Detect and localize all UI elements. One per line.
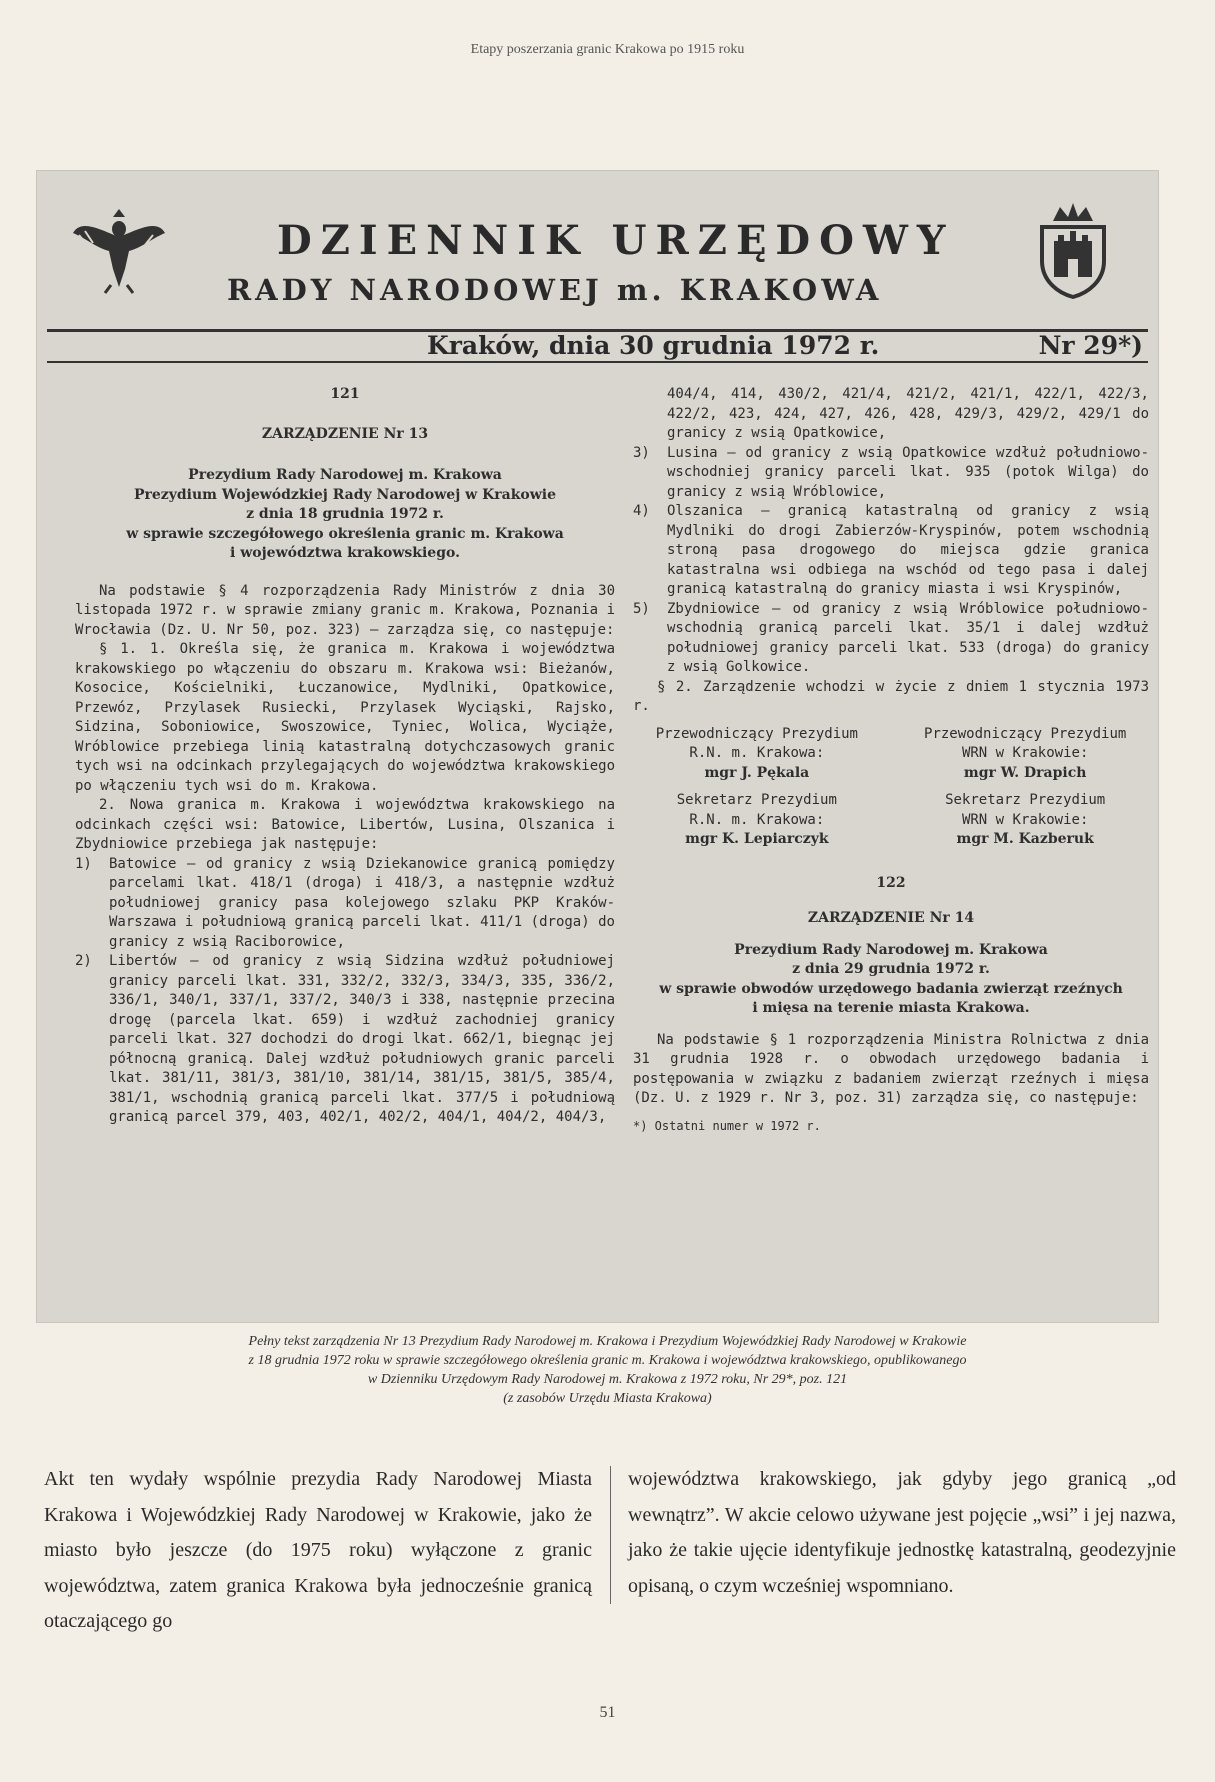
boundary-item: 4) Olszanica — granicą katastralną od granicy z wsią Mydlniki do drogi Zabierzów-Kryspinów, potem wschodnią stroną pasa drogowego do miejsca gdzie granica katastralna wsi odbiega na wschód od tego pasa i dalej granicą katastralną do granicy miasta i wsi Kryspinów, [633, 503, 1149, 597]
preamble: Na podstawie § 1 rozporządzenia Ministra Rolnictwa z dnia 31 grudnia 1928 r. o obwodach urzędowego badania i postępowania w związku z badaniem zwierząt rzeźnych i mięsa (Dz. U. z 1929 r. Nr 3, poz. 31) zarządza się, co następuje: [633, 1031, 1149, 1106]
ordinance-heading: ZARZĄDZENIE Nr 14 [807, 910, 975, 926]
issuer-line: z dnia 18 grudnia 1972 r. [246, 506, 444, 522]
caption-line: Pełny tekst zarządzenia Nr 13 Prezydium Rady Narodowej m. Krakowa i Prezydium Wojewódzkiej Rady Narodowej w Krakowie [248, 1334, 967, 1349]
footnote: *) Ostatni numer w 1972 r. [633, 1118, 821, 1133]
signatures-row [633, 791, 1149, 850]
boundary-item: 1) Batowice — od granicy z wsią Dziekanowice granicą pomiędzy parcelami lkat. 418/1 (droga) i 418/3, a następnie wzdłuż południowej granicy pasa kolejowego szlaku PKP Kraków-Warszawa i południową granicą parceli lkat. 411/1 (droga) do granicy z wsią Raciborowice, [75, 855, 615, 950]
boundary-item: 2) Libertów — od granicy z wsią Sidzina wzdłuż południowej granicy parceli lkat. 331, 332/2, 332/3, 334/3, 335, 336/2, 336/1, 340/1, 337/1, 337/2, 340/3 i 338, następnie przecina drogę (parcela lkat. 659) i wzdłuż zachodniej granicy parceli lkat. 327 dochodzi do drogi lkat. 662/1, biegnąc jej północną granicą. Dalej wzdłuż południowych granic parceli lkat. 381/11, 381/3, 381/10, 381/14, 381/15, 381/5, 385/4, 381/1, wschodnią granicą parceli lkat. 377/5 i południową granicą parcel 379, 403, 402/1, 402/2, 404/1, 404/2, 404/3, [75, 953, 615, 1125]
issuer-line: w sprawie obwodów urzędowego badania zwierząt rzeźnych [659, 980, 1123, 997]
ordinance-number: 122 [876, 874, 906, 891]
issue-rule [47, 361, 1148, 363]
preamble: Na podstawie § 4 rozporządzenia Rady Ministrów z dnia 30 listopada 1972 r. w sprawie zmiany granic m. Krakowa, Poznania i Wrocławia (Dz. U. Nr 50, poz. 323) — zarządza się, co następuje: [75, 582, 615, 638]
krakow-coat-of-arms-icon [1028, 199, 1118, 299]
signature-block: Przewodniczący Prezydium WRN w Krakowie: mgr W. Drapich [924, 725, 1127, 781]
ordinance-number: 121 [330, 386, 360, 402]
polish-eagle-emblem-icon [69, 199, 169, 299]
continuation: 404/4, 414, 430/2, 421/4, 421/2, 421/1, 422/1, 422/3, 422/2, 423, 424, 427, 426, 428, 429/3, 429/2, 429/1 do granicy z wsią Opatkowice, [667, 386, 1149, 441]
issuer-line: i województwa krakowskiego. [230, 545, 460, 561]
column-divider [610, 1466, 611, 1604]
paragraph-1: § 1. 1. Określa się, że granica m. Krakowa i województwa krakowskiego po włączeniu do obszaru m. Krakowa wsi: Bieżanów, Kosocice, Kościelniki, Łuczanowice, Mydlniki, Opatkowice, Przewóz, Przylasek Rusiecki, Przylasek Wyciąski, Rajsko, Sidzina, Soboniowice, Swoszowice, Tyniec, Wolica, Wyciąże, Wróblowice przebiega linią katastralną dotychczasowych granic tych wsi na odcinkach przylegających do województwa krakowskiego po włączeniu tych wsi do m. Krakowa. [75, 641, 615, 794]
masthead [37, 189, 1158, 309]
body-text-right: województwa krakowskiego, jak gdyby jego granicą „od wewnątrz”. W akcie celowo używane jest pojęcie „wsi” i jej nazwa, jako że takie ujęcie identyfikuje jednostkę katastralną, geodezyjnie opisaną, o czym wcześniej wspomniano. [628, 1468, 1176, 1597]
issue-date: Kraków, dnia 30 grudnia 1972 r. [427, 331, 880, 360]
issuer-line: Prezydium Wojewódzkiej Rady Narodowej w Krakowie [133, 486, 557, 503]
caption-line: z 18 grudnia 1972 roku w sprawie szczegółowego określenia granic m. Krakowa i województwa krakowskiego, opublikowanego [248, 1353, 967, 1368]
caption-line: (z zasobów Urzędu Miasta Krakowa) [503, 1391, 712, 1406]
running-head: Etapy poszerzania granic Krakowa po 1915 roku [470, 42, 745, 57]
paragraph-2: 2. Nowa granica m. Krakowa i województwa krakowskiego na odcinkach części wsi: Batowice, Libertów, Lusina, Olszanica i Zbydniowice przebiega jak następuje: [75, 797, 615, 852]
page-number: 51 [599, 1704, 616, 1721]
ordinance-heading: ZARZĄDZENIE Nr 13 [261, 425, 429, 442]
masthead-subtitle: RADY NARODOWEJ m. KRAKOWA [227, 273, 883, 307]
body-text-left: Akt ten wydały wspólnie prezydia Rady Narodowej Miasta Krakowa i Wojewódzkiej Rady Narodowej w Krakowie, jako że miasto było jeszcze (do 1975 roku) wyłączone z granic województwa, zatem granica Krakowa była jednocześnie granicą otaczającego go [44, 1468, 592, 1632]
document-right-column [633, 385, 1149, 1136]
scanned-document [36, 170, 1159, 1323]
signature-block: Sekretarz Prezydium WRN w Krakowie: mgr M. Kazberuk [945, 792, 1106, 847]
paragraph-s2: § 2. Zarządzenie wchodzi w życie z dniem 1 stycznia 1973 r. [633, 678, 1149, 714]
issue-number: Nr 29*) [1038, 331, 1143, 360]
masthead-title: DZIENNIK URZĘDOWY [277, 217, 955, 264]
boundary-item: 3) Lusina — od granicy z wsią Opatkowice wzdłuż południowo-wschodniej granicy parceli lkat. 935 (potok Wilga) do granicy z wsią Wróblowice, [633, 444, 1149, 500]
caption-line: w Dzienniku Urzędowym Rady Narodowej m. Krakowa z 1972 roku, Nr 29*, poz. 121 [367, 1372, 848, 1387]
issuer-line: Prezydium Rady Narodowej m. Krakowa [188, 467, 502, 483]
signature-block: Przewodniczący Prezydium R.N. m. Krakowa: mgr J. Pękala [655, 725, 858, 781]
issuer-line: z dnia 29 grudnia 1972 r. [792, 961, 990, 977]
signature-block: Sekretarz Prezydium R.N. m. Krakowa: mgr K. Lepiarczyk [676, 792, 837, 847]
issuer-line: i mięsa na terenie miasta Krakowa. [752, 1000, 1030, 1016]
signatures-row [633, 725, 1149, 784]
boundary-item: 5) Zbydniowice — od granicy z wsią Wróblowice południowo-wschodnią granicą parceli lkat. 35/1 i dalej wzdłuż południowej granicy parceli lkat. 533 (droga) do granicy z wsią Golkowice. [633, 600, 1149, 675]
issuer-line: Prezydium Rady Narodowej m. Krakowa [734, 941, 1048, 958]
issuer-line: w sprawie szczegółowego określenia granic m. Krakowa [126, 525, 564, 542]
document-left-column [75, 385, 615, 1128]
figure-caption [110, 1332, 1105, 1408]
